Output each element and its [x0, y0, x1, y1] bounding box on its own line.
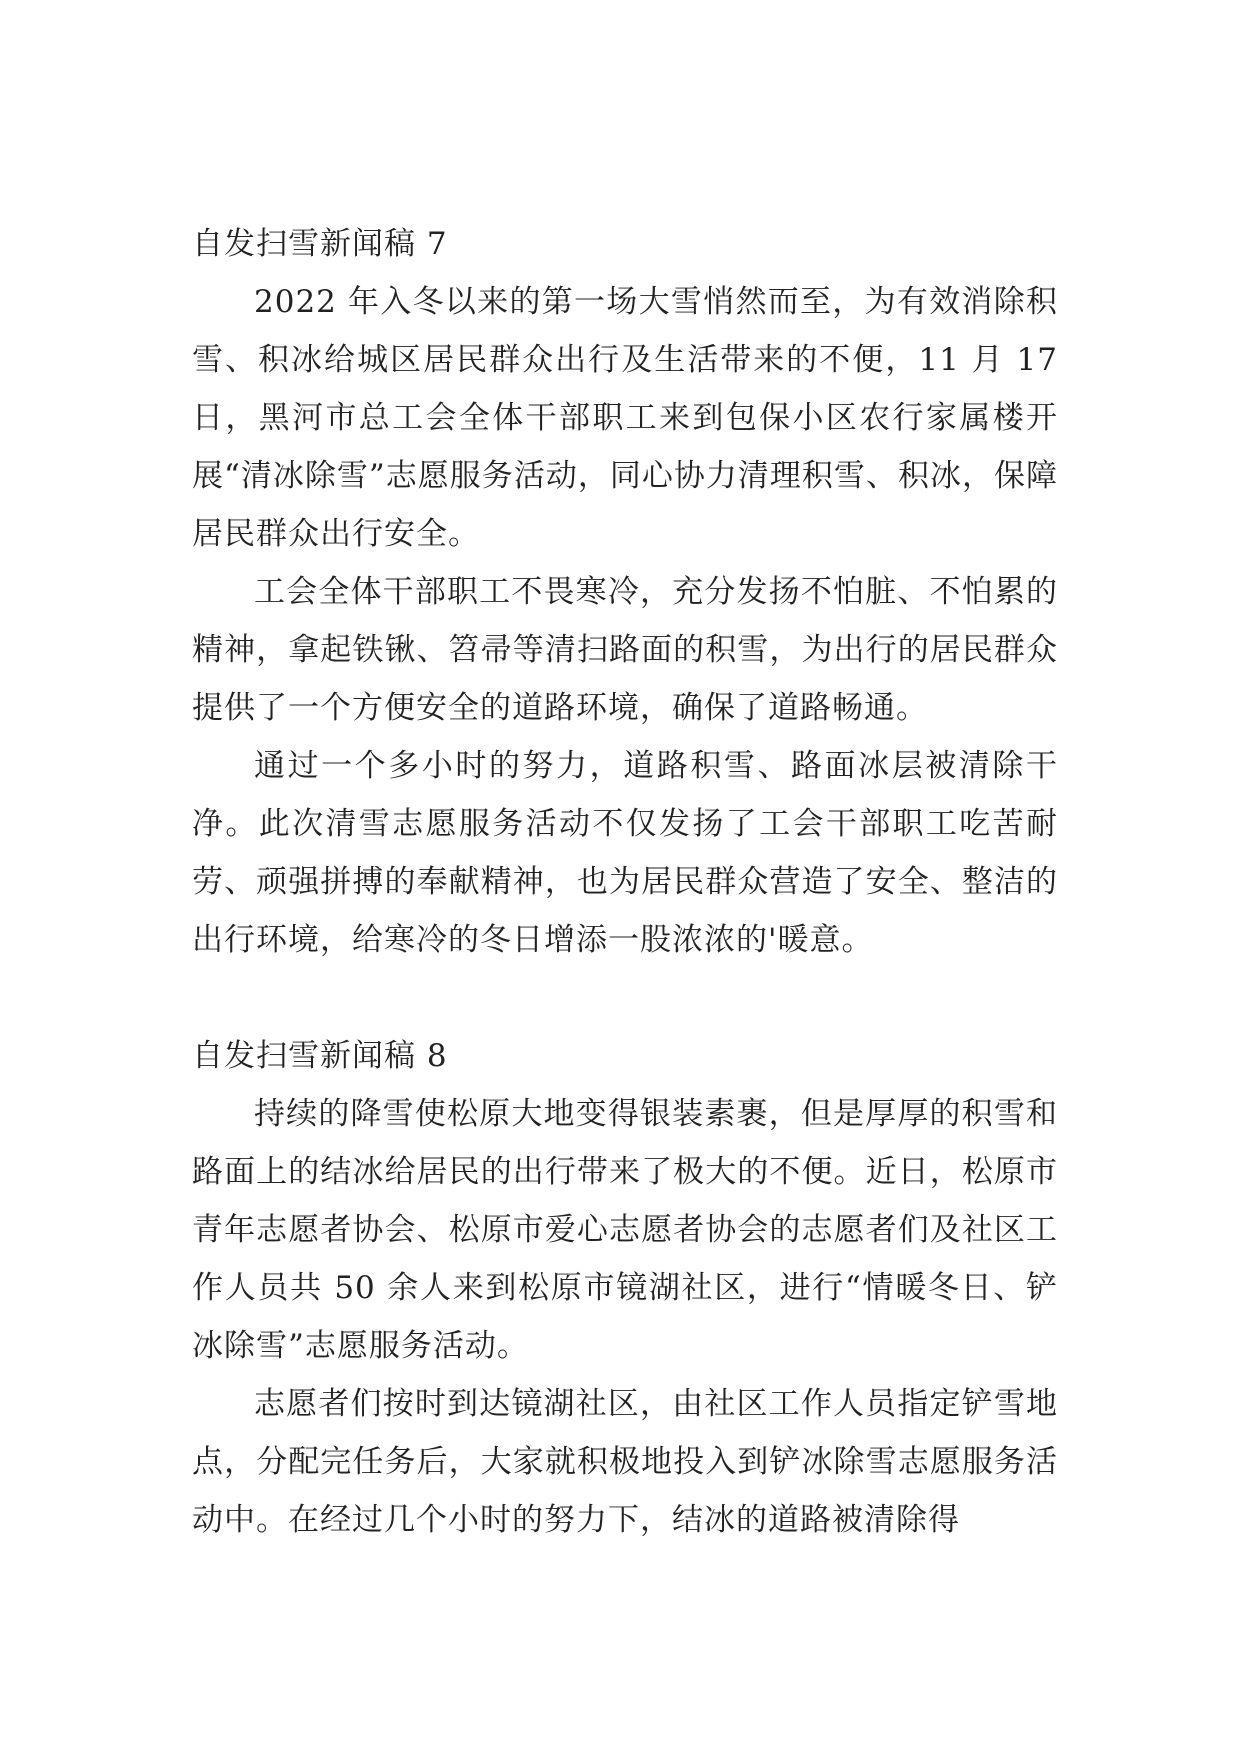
section-heading: 自发扫雪新闻稿 7 — [192, 226, 448, 262]
body-paragraph: 持续的降雪使松原大地变得银装素裹，但是厚厚的积雪和路面上的结冰给居民的出行带来了极大的不便。近日，松原市青年志愿者协会、松原市爱心志愿者协会的志愿者们及社区工作人员共 50 余人来到松原市镜湖社区，进行“情暖冬日、铲冰除雪”志愿服务活动。 — [192, 1096, 1058, 1364]
section-spacer — [192, 969, 1058, 1027]
document-body — [192, 215, 1058, 1549]
article-section-7 — [192, 215, 1058, 969]
body-paragraph: 工会全体干部职工不畏寒冷，充分发扬不怕脏、不怕累的精神，拿起铁锹、笤帚等清扫路面的积雪，为出行的居民群众提供了一个方便安全的道路环境，确保了道路畅通。 — [192, 574, 1058, 726]
article-section-8 — [192, 1027, 1058, 1549]
body-paragraph: 志愿者们按时到达镜湖社区，由社区工作人员指定铲雪地点，分配完任务后，大家就积极地投入到铲冰除雪志愿服务活动中。在经过几个小时的努力下，结冰的道路被清除得 — [192, 1386, 1058, 1538]
body-paragraph: 通过一个多小时的努力，道路积雪、路面冰层被清除干净。此次清雪志愿服务活动不仅发扬了工会干部职工吃苦耐劳、顽强拼搏的奉献精神，也为居民群众营造了安全、整洁的出行环境，给寒冷的冬日增添一股浓浓的'暖意。 — [192, 748, 1058, 958]
body-paragraph: 2022 年入冬以来的第一场大雪悄然而至，为有效消除积雪、积冰给城区居民群众出行及生活带来的不便，11 月 17 日，黑河市总工会全体干部职工来到包保小区农行家属楼开展“清冰除雪”志愿服务活动，同心协力清理积雪、积冰，保障居民群众出行安全。 — [192, 284, 1058, 552]
section-heading: 自发扫雪新闻稿 8 — [192, 1038, 448, 1074]
